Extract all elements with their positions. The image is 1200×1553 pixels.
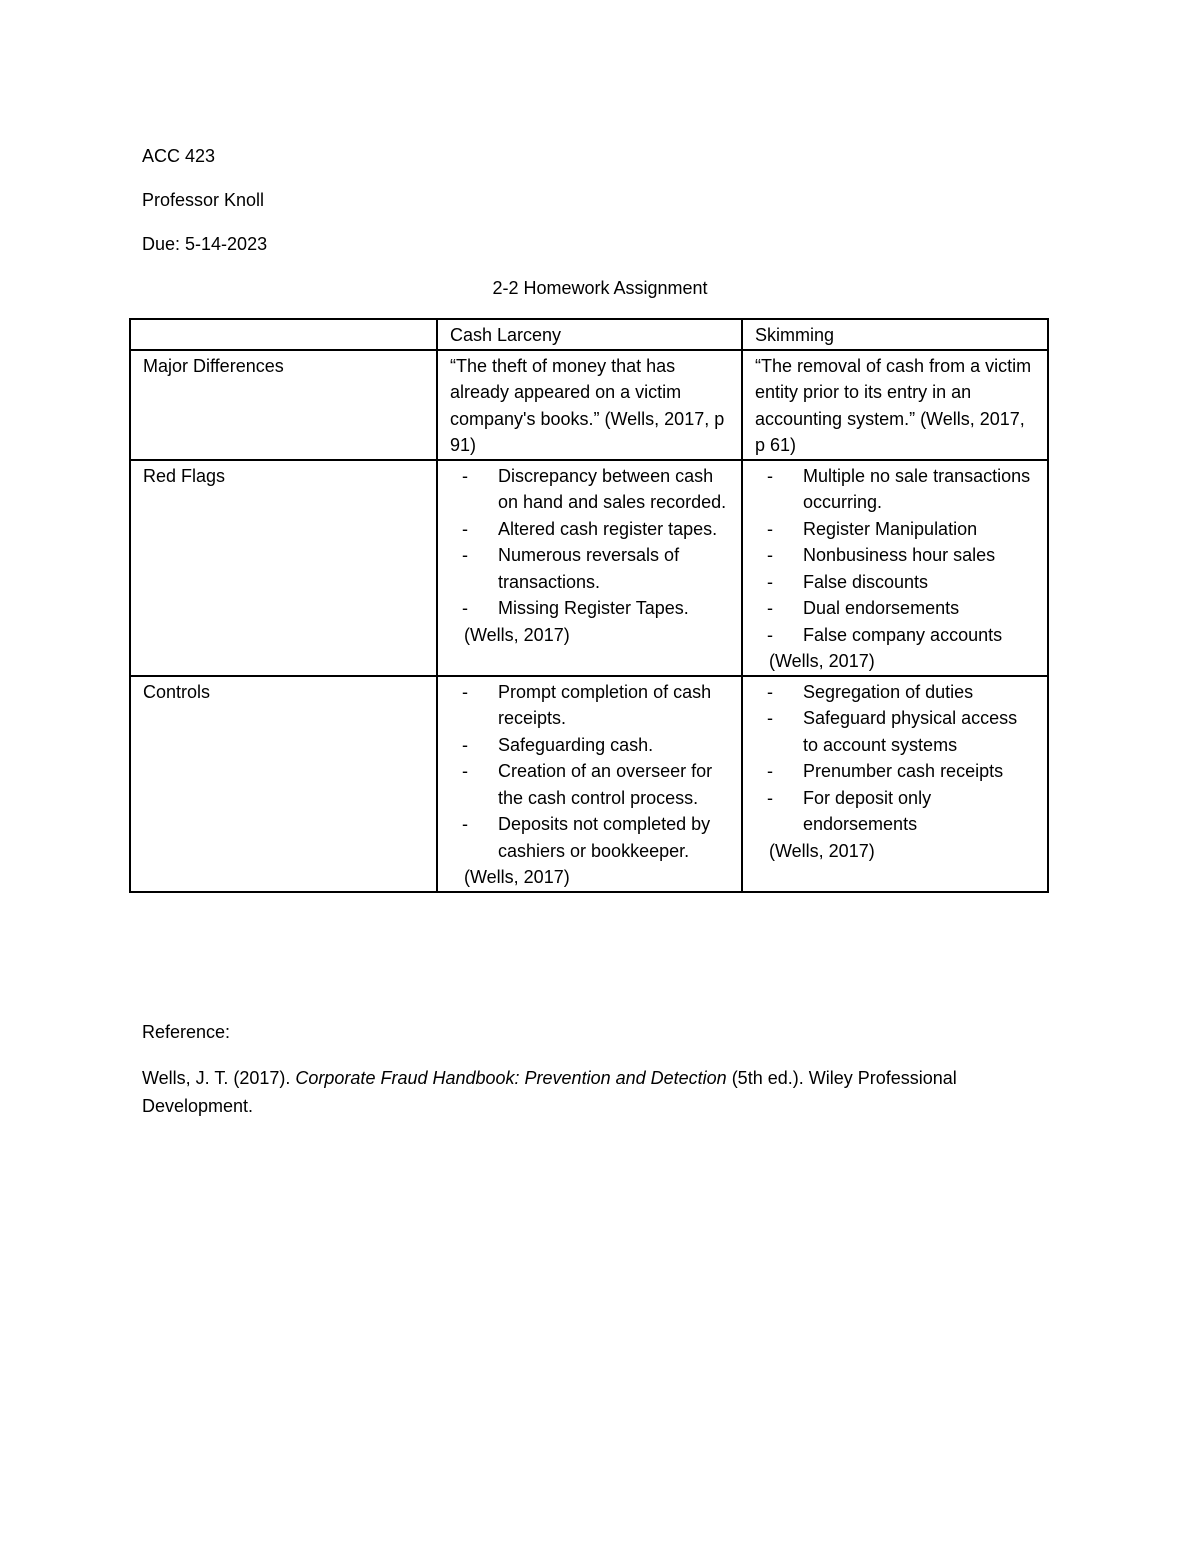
list-item: - False discounts [767,571,929,592]
list-item: - Altered cash register tapes. [462,518,718,539]
list-item: - Dual endorsements [767,598,960,618]
bullet-list [450,679,729,865]
list-item: - Numerous reversals of transactions. [462,545,680,592]
skimming-definition: “The removal of cash from a victim entity prior to its entry in an accounting system.” (Wells, 2017, p 61) [742,350,1048,460]
list-item: - Prompt completion of cash receipts. [462,681,712,728]
column-header-cash-larceny: Cash Larceny [437,319,742,350]
row-label: Major Differences [130,350,437,460]
citation: (Wells, 2017) [464,867,570,887]
bullet-list [450,463,729,622]
due-date: Due: 5-14-2023 [142,234,268,254]
table-header-row [130,319,1048,350]
citation: (Wells, 2017) [464,624,570,645]
skimming-controls [742,676,1048,892]
list-item: - Prenumber cash receipts [767,761,1004,781]
list-item: - Deposits not completed by cashiers or bookkeeper. [462,814,711,861]
list-item: - Register Manipulation [767,518,978,539]
professor-name: Professor Knoll [142,190,265,210]
bullet-list [755,679,1035,838]
table-row-controls [130,676,1048,892]
list-item: - Discrepancy between cash on hand and sales recorded. [462,465,727,512]
reference-heading: Reference: [142,1022,231,1042]
column-header-empty [130,319,437,350]
list-item: - Missing Register Tapes. [462,598,689,618]
list-item: - For deposit only endorsements [767,787,932,834]
cash-larceny-red-flags [437,460,742,676]
list-item: - Creation of an overseer for the cash control process. [462,761,713,808]
reference-entry [142,1064,1042,1120]
reference-author-year: Wells, J. T. (2017). [142,1068,291,1088]
row-label: Red Flags [130,460,437,676]
cash-larceny-controls [437,676,742,892]
list-item: - Nonbusiness hour sales [767,545,996,565]
list-item: - Segregation of duties [767,681,974,702]
table-row-red-flags [130,460,1048,676]
cash-larceny-definition: “The theft of money that has already appeared on a victim company's books.” (Wells, 2017, p 91) [437,350,742,460]
citation: (Wells, 2017) [769,651,875,671]
list-item: - Safeguard physical access to account systems [767,708,1018,755]
row-label: Controls [130,676,437,892]
bullet-list [755,463,1035,649]
reference-edition-publisher: (5th ed.). Wiley Professional Development. [142,1068,957,1116]
comparison-table [129,318,1049,893]
citation: (Wells, 2017) [769,840,875,861]
table-row-major-differences [130,350,1048,460]
list-item: - False company accounts [767,624,1003,645]
reference-book-title: Corporate Fraud Handbook: Prevention and Detection [295,1068,727,1088]
course-code: ACC 423 [142,146,216,166]
skimming-red-flags [742,460,1048,676]
list-item: - Safeguarding cash. [462,734,654,755]
list-item: - Multiple no sale transactions occurring. [767,465,1031,512]
assignment-title: 2-2 Homework Assignment [492,278,708,298]
column-header-skimming: Skimming [742,319,1048,350]
